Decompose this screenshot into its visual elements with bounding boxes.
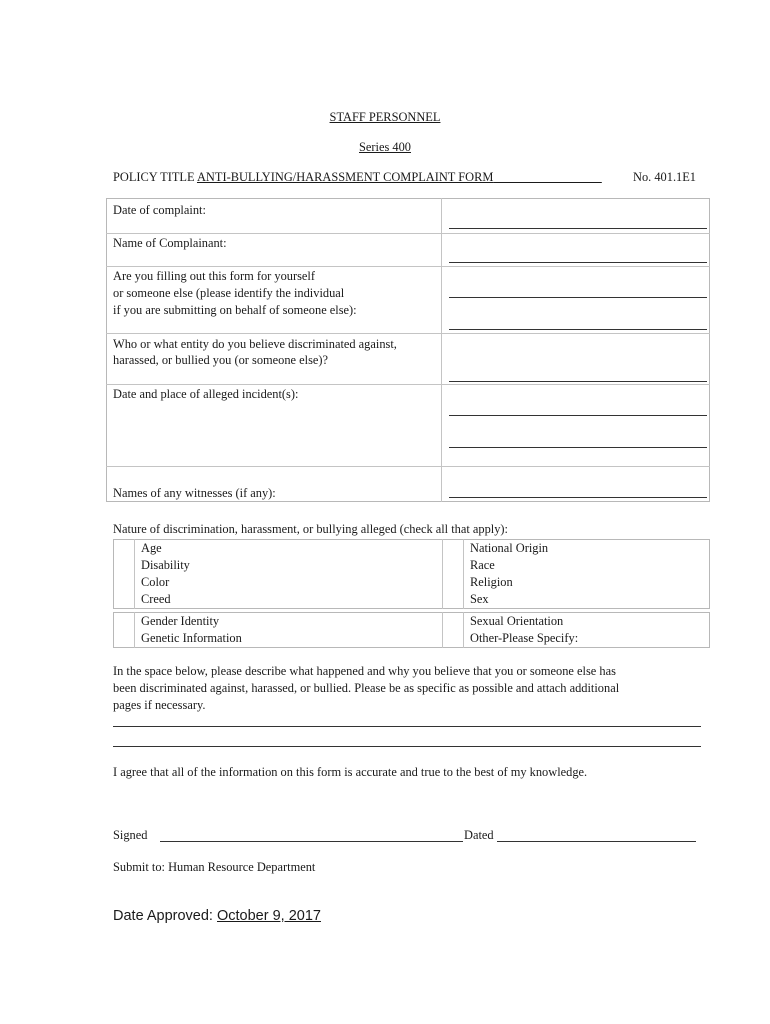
option-national-origin: National Origin <box>470 541 549 555</box>
row-divider <box>106 266 710 267</box>
option-religion: Religion <box>470 575 513 589</box>
policy-title-prefix: POLICY TITLE <box>113 170 195 184</box>
checkbox-column-right[interactable] <box>443 613 463 647</box>
filling-for-field-line-1[interactable] <box>449 297 707 298</box>
checkbox-column-left[interactable] <box>114 540 134 608</box>
option-disability: Disability <box>141 558 190 572</box>
approval-label: Date Approved: <box>113 908 213 924</box>
row-divider <box>106 333 710 334</box>
row-divider <box>106 233 710 234</box>
option-genetic-information: Genetic Information <box>141 631 242 645</box>
checkbox-column-divider <box>134 612 135 648</box>
checkbox-column-divider <box>134 539 135 609</box>
description-instructions-line-2: been discriminated against, harassed, or bullied. Please be as specific as possible and attach additional <box>113 681 620 695</box>
checkbox-column-divider <box>463 539 464 609</box>
incident-field-line-1[interactable] <box>449 415 707 416</box>
accused-entity-label-line-1: Who or what entity do you believe discriminated against, <box>113 337 397 351</box>
date-of-complaint-label: Date of complaint: <box>113 203 206 217</box>
row-divider <box>106 466 710 467</box>
witnesses-label: Names of any witnesses (if any): <box>113 486 276 500</box>
option-sex: Sex <box>470 592 489 606</box>
policy-title: ANTI-BULLYING/HARASSMENT COMPLAINT FORM <box>196 170 494 184</box>
dated-label: Dated <box>464 828 494 842</box>
approval-row <box>113 908 321 924</box>
description-instructions-line-1: In the space below, please describe what happened and why you believe that you or someone else has <box>113 664 616 678</box>
option-gender-identity: Gender Identity <box>141 614 220 628</box>
checkbox-column-right[interactable] <box>443 540 463 608</box>
agreement-statement: I agree that all of the information on this form is accurate and true to the best of my knowledge. <box>113 765 588 779</box>
series-label: Series 400 <box>359 140 411 154</box>
date-of-complaint-field[interactable] <box>449 228 707 229</box>
complainant-name-field[interactable] <box>449 262 707 263</box>
signed-label: Signed <box>113 828 148 842</box>
option-age: Age <box>141 541 162 555</box>
policy-title-row <box>113 170 602 185</box>
filling-for-label-line-2: or someone else (please identify the individual <box>113 286 345 300</box>
filling-for-label-line-3: if you are submitting on behalf of someone else): <box>113 303 357 317</box>
description-field-line-2[interactable] <box>113 746 701 747</box>
checkbox-column-left[interactable] <box>114 613 134 647</box>
accused-entity-label-line-2: harassed, or bullied you (or someone else)? <box>113 353 329 367</box>
signature-date-field[interactable] <box>497 841 696 842</box>
filling-for-field-line-2[interactable] <box>449 329 707 330</box>
table-column-divider <box>441 198 442 502</box>
document-heading: STAFF PERSONNEL <box>329 110 441 124</box>
option-other-specify: Other-Please Specify: <box>470 631 579 645</box>
witnesses-field[interactable] <box>449 497 707 498</box>
signature-field[interactable] <box>160 841 463 842</box>
option-sexual-orientation: Sexual Orientation <box>470 614 564 628</box>
filling-for-label-line-1: Are you filling out this form for yourself <box>113 269 316 283</box>
complainant-name-label: Name of Complainant: <box>113 236 227 250</box>
description-instructions-line-3: pages if necessary. <box>113 698 206 712</box>
nature-prompt: Nature of discrimination, harassment, or bullying alleged (check all that apply): <box>113 522 508 536</box>
approval-date: October 9, 2017 <box>217 908 321 924</box>
accused-entity-field[interactable] <box>449 381 707 382</box>
incident-field-line-2[interactable] <box>449 447 707 448</box>
nature-checklist-group-1 <box>113 539 710 609</box>
submit-to-text: Submit to: Human Resource Department <box>113 860 316 874</box>
policy-title-underline-tail <box>493 170 601 184</box>
option-race: Race <box>470 558 495 572</box>
row-divider <box>106 384 710 385</box>
incident-date-place-label: Date and place of alleged incident(s): <box>113 387 299 401</box>
checkbox-column-divider <box>463 612 464 648</box>
option-color: Color <box>141 575 170 589</box>
policy-number: No. 401.1E1 <box>633 170 696 184</box>
description-field-line-1[interactable] <box>113 726 701 727</box>
option-creed: Creed <box>141 592 171 606</box>
